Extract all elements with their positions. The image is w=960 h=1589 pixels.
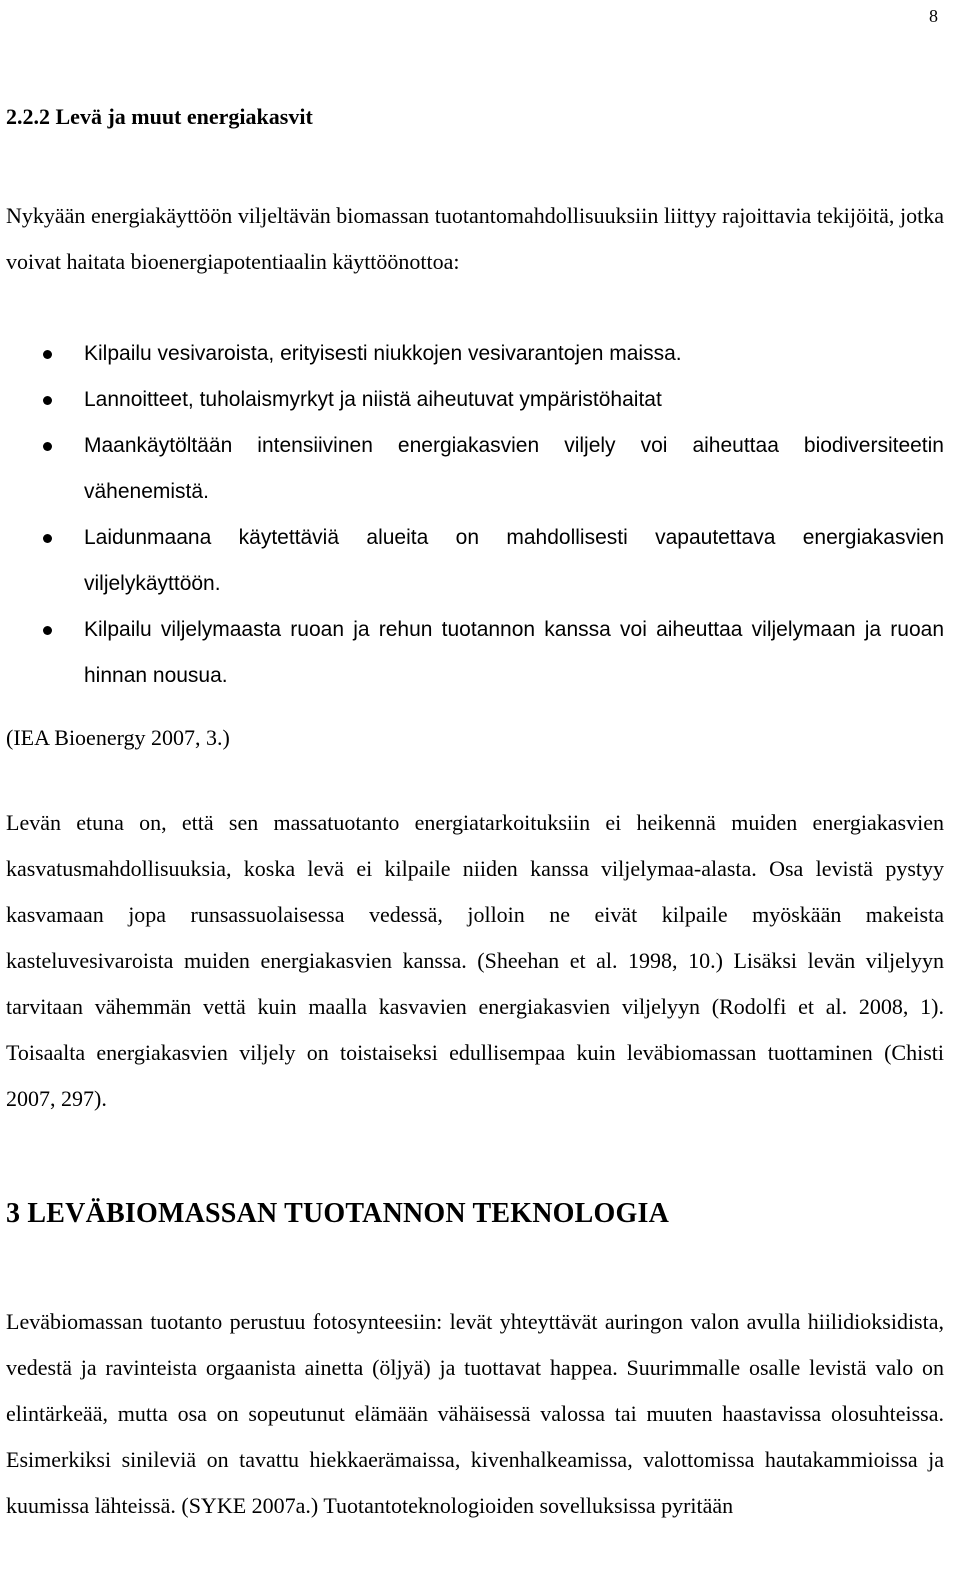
page-number: 8	[929, 6, 938, 26]
bullet-icon	[43, 626, 52, 635]
algae-advantages-paragraph: Levän etuna on, että sen massatuotanto energiatarkoituksiin ei heikennä muiden energiakasvien kasvatusmahdollisuuksia, koska levä ei kilpaile niiden kanssa viljelymaa-alasta. Osa levistä pystyy kasvamaan jopa runsassuolaisessa vedessä, jolloin ne eivät kilpaile myöskään makeista kasteluvesivaroista muiden energiakasvien kanssa. (Sheehan et al. 1998, 10.) Lisäksi levän viljelyyn tarvitaan vähemmän vettä kuin maalla kasvavien energiakasvien viljelyyn (Rodolfi et al. 2008, 1). Toisaalta energiakasvien viljely on toistaiseksi edullisempaa kuin leväbiomassan tuottaminen (Chisti 2007, 297).	[6, 810, 944, 1111]
bullet-icon	[43, 442, 52, 451]
bullet-icon	[43, 534, 52, 543]
list-item	[6, 423, 944, 515]
bullet-icon	[43, 350, 52, 359]
list-item	[6, 377, 944, 423]
list-item	[6, 607, 944, 699]
constraints-list	[6, 331, 944, 699]
section-heading-3: 3 LEVÄBIOMASSAN TUOTANNON TEKNOLOGIA	[6, 1198, 669, 1229]
list-item-text: Kilpailu viljelymaasta ruoan ja rehun tuotannon kanssa voi aiheuttaa viljelymaan ja ruoan hinnan nousua.	[84, 618, 944, 687]
list-item-text: Laidunmaana käytettäviä alueita on mahdollisesti vapautettava energiakasvien viljelykäyttöön.	[84, 526, 944, 595]
list-item	[6, 331, 944, 377]
list-item-text: Lannoitteet, tuholaismyrkyt ja niistä aiheutuvat ympäristöhaitat	[84, 388, 662, 411]
bullet-icon	[43, 396, 52, 405]
citation: (IEA Bioenergy 2007, 3.)	[6, 725, 230, 750]
list-item-text: Kilpailu vesivaroista, erityisesti niukkojen vesivarantojen maissa.	[84, 342, 682, 365]
technology-paragraph: Leväbiomassan tuotanto perustuu fotosynteesiin: levät yhteyttävät auringon valon avulla hiilidioksidista, vedestä ja ravinteista orgaanista ainetta (öljyä) ja tuottavat happea. Suurimmalle osalle levistä valo on elintärkeää, mutta osa on sopeutunut elämään vähäisessä valossa tai muuten haastavissa olosuhteissa. Esimerkiksi sinileviä on tavattu hiekkaerämaissa, kivenhalkeamissa, valottomissa hautakammioissa ja kuumissa lähteissä. (SYKE 2007a.) Tuotantoteknologioiden sovelluksissa pyritään	[6, 1309, 944, 1518]
list-item	[6, 515, 944, 607]
section-heading-2-2-2: 2.2.2 Levä ja muut energiakasvit	[6, 104, 313, 129]
intro-paragraph: Nykyään energiakäyttöön viljeltävän biomassan tuotantomahdollisuuksiin liittyy rajoittavia tekijöitä, jotka voivat haitata bioenergiapotentiaalin käyttöönottoa:	[6, 203, 944, 274]
list-item-text: Maankäytöltään intensiivinen energiakasvien viljely voi aiheuttaa biodiversiteetin vähenemistä.	[84, 434, 944, 503]
